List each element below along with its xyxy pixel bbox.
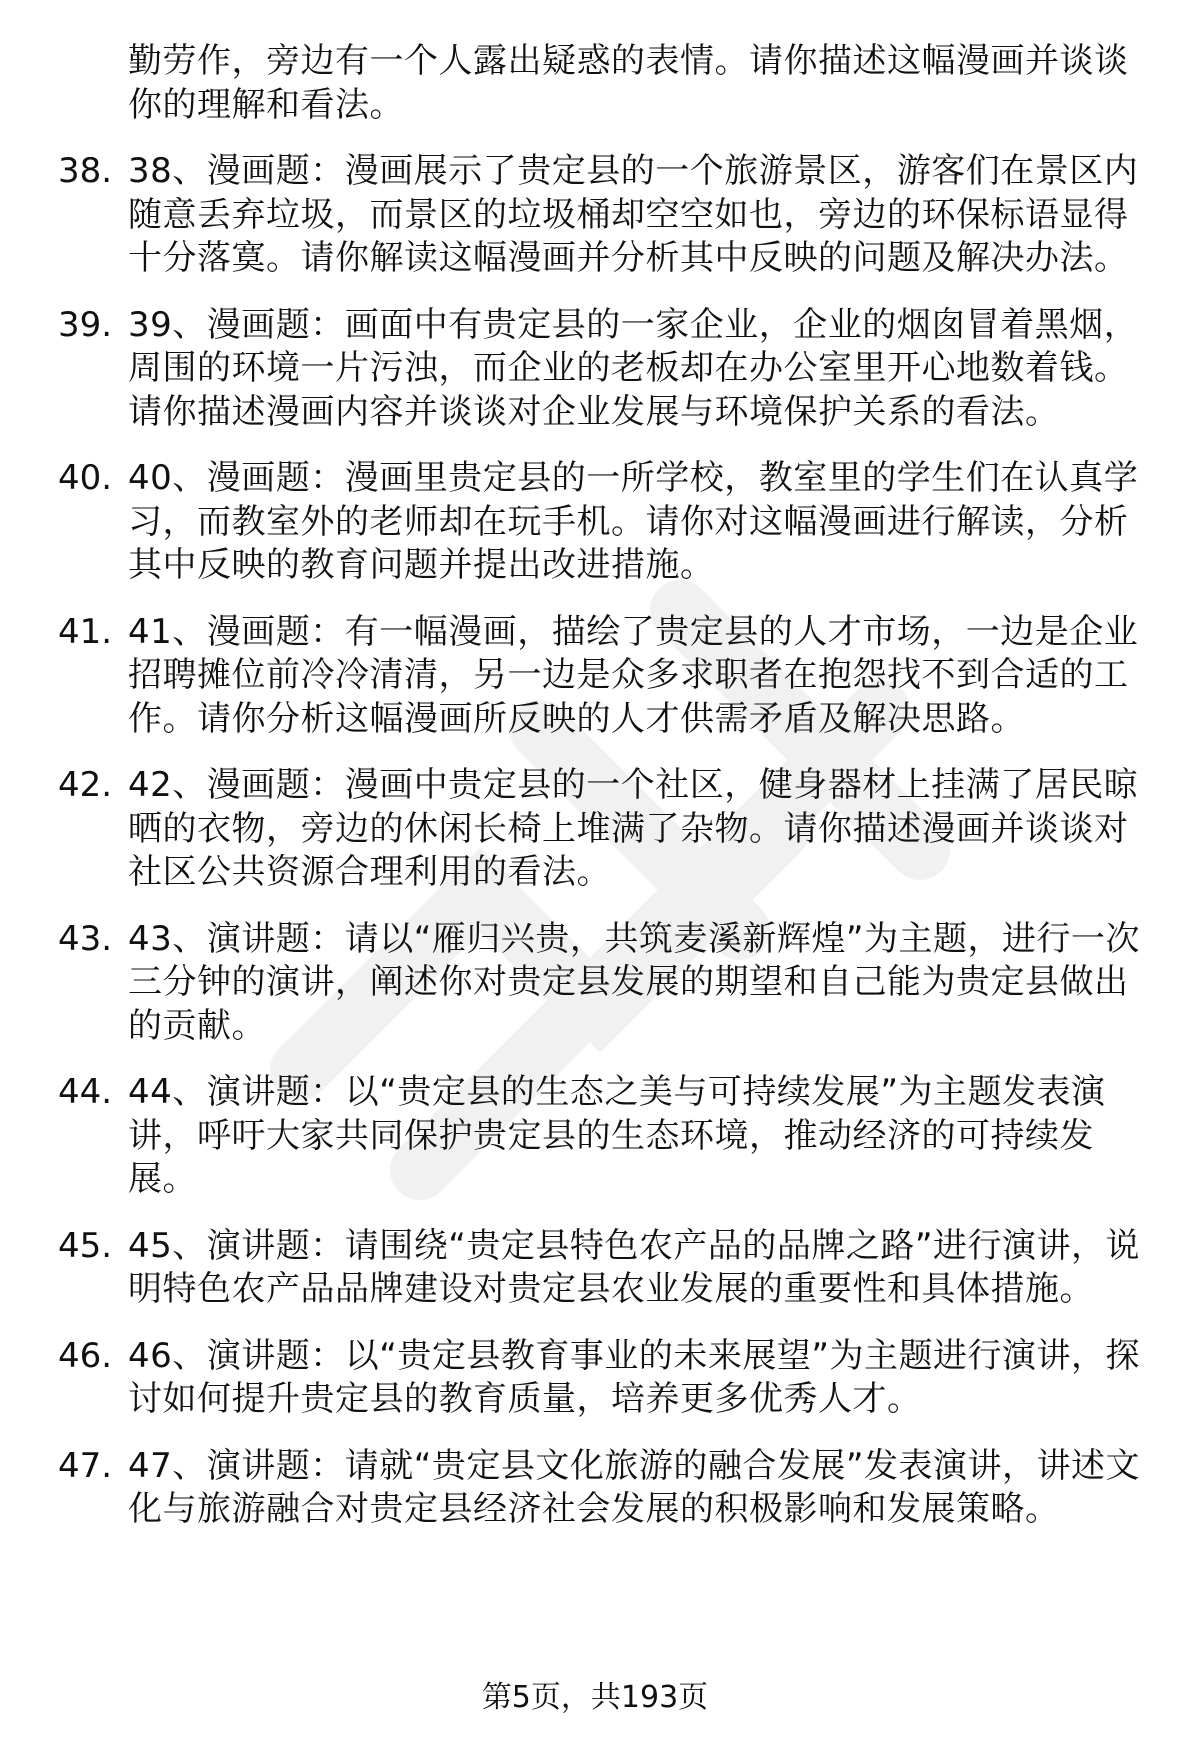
question-number: 40. <box>58 458 113 498</box>
list-item <box>58 457 1148 588</box>
question-number: 46. <box>58 1335 113 1376</box>
list-item <box>58 1071 1148 1202</box>
question-number: 39. <box>58 304 113 345</box>
question-list <box>58 40 1148 1555</box>
question-number: 47. <box>58 1445 113 1486</box>
question-text: 38、漫画题：漫画展示了贵定县的一个旅游景区，游客们在景区内随意丢弃垃圾，而景区的垃圾桶却空空如也，旁边的环保标语显得十分落寞。请你解读这幅漫画并分析其中反映的问题及解决办法。 <box>128 151 1139 278</box>
question-text: 41、漫画题：有一幅漫画，描绘了贵定县的人才市场，一边是企业招聘摊位前冷冷清清，另一边是众多求职者在抱怨找不到合适的工作。请你分析这幅漫画所反映的人才供需矛盾及解决思路。 <box>128 611 1139 739</box>
question-text: 45、演讲题：请围绕“贵定县特色农产品的品牌之路”进行演讲，说明特色农产品品牌建设对贵定县农业发展的重要性和具体措施。 <box>128 1225 1140 1309</box>
question-number: 45. <box>58 1225 113 1266</box>
question-text: 46、演讲题：以“贵定县教育事业的未来展望”为主题进行演讲，探讨如何提升贵定县的教育质量，培养更多优秀人才。 <box>128 1335 1140 1419</box>
list-item <box>58 1225 1148 1312</box>
question-number: 41. <box>58 611 113 652</box>
question-text: 44、演讲题：以“贵定县的生态之美与可持续发展”为主题发表演讲，呼吁大家共同保护贵定县的生态环境，推动经济的可持续发展。 <box>128 1072 1106 1199</box>
list-item <box>58 918 1148 1049</box>
list-item <box>58 764 1148 895</box>
question-text: 39、漫画题：画面中有贵定县的一家企业，企业的烟囱冒着黑烟，周围的环境一片污浊，而企业的老板却在办公室里开心地数着钱。请你描述漫画内容并谈谈对企业发展与环境保护关系的看法。 <box>128 304 1139 432</box>
question-number: 44. <box>58 1072 113 1112</box>
question-number: 42. <box>58 765 113 805</box>
question-text: 40、漫画题：漫画里贵定县的一所学校，教室里的学生们在认真学习，而教室外的老师却在玩手机。请你对这幅漫画进行解读，分析其中反映的教育问题并提出改进措施。 <box>128 458 1139 585</box>
question-text: 47、演讲题：请就“贵定县文化旅游的融合发展”发表演讲，讲述文化与旅游融合对贵定县经济社会发展的积极影响和发展策略。 <box>128 1445 1140 1529</box>
continued-question-text: 勤劳作，旁边有一个人露出疑惑的表情。请你描述这幅漫画并谈谈你的理解和看法。 <box>128 41 1129 125</box>
list-item <box>58 1445 1148 1532</box>
page-number-footer: 第5页，共193页 <box>481 1680 709 1715</box>
list-item <box>58 150 1148 281</box>
list-item <box>58 611 1148 742</box>
question-number: 38. <box>58 151 113 191</box>
question-text: 42、漫画题：漫画中贵定县的一个社区，健身器材上挂满了居民晾晒的衣物，旁边的休闲长椅上堆满了杂物。请你描述漫画并谈谈对社区公共资源合理利用的看法。 <box>128 765 1139 892</box>
question-text: 43、演讲题：请以“雁归兴贵，共筑麦溪新辉煌”为主题，进行一次三分钟的演讲，阐述你对贵定县发展的期望和自己能为贵定县做出的贡献。 <box>128 918 1140 1046</box>
question-number: 43. <box>58 918 113 959</box>
list-item <box>58 304 1148 435</box>
list-item <box>58 1335 1148 1422</box>
